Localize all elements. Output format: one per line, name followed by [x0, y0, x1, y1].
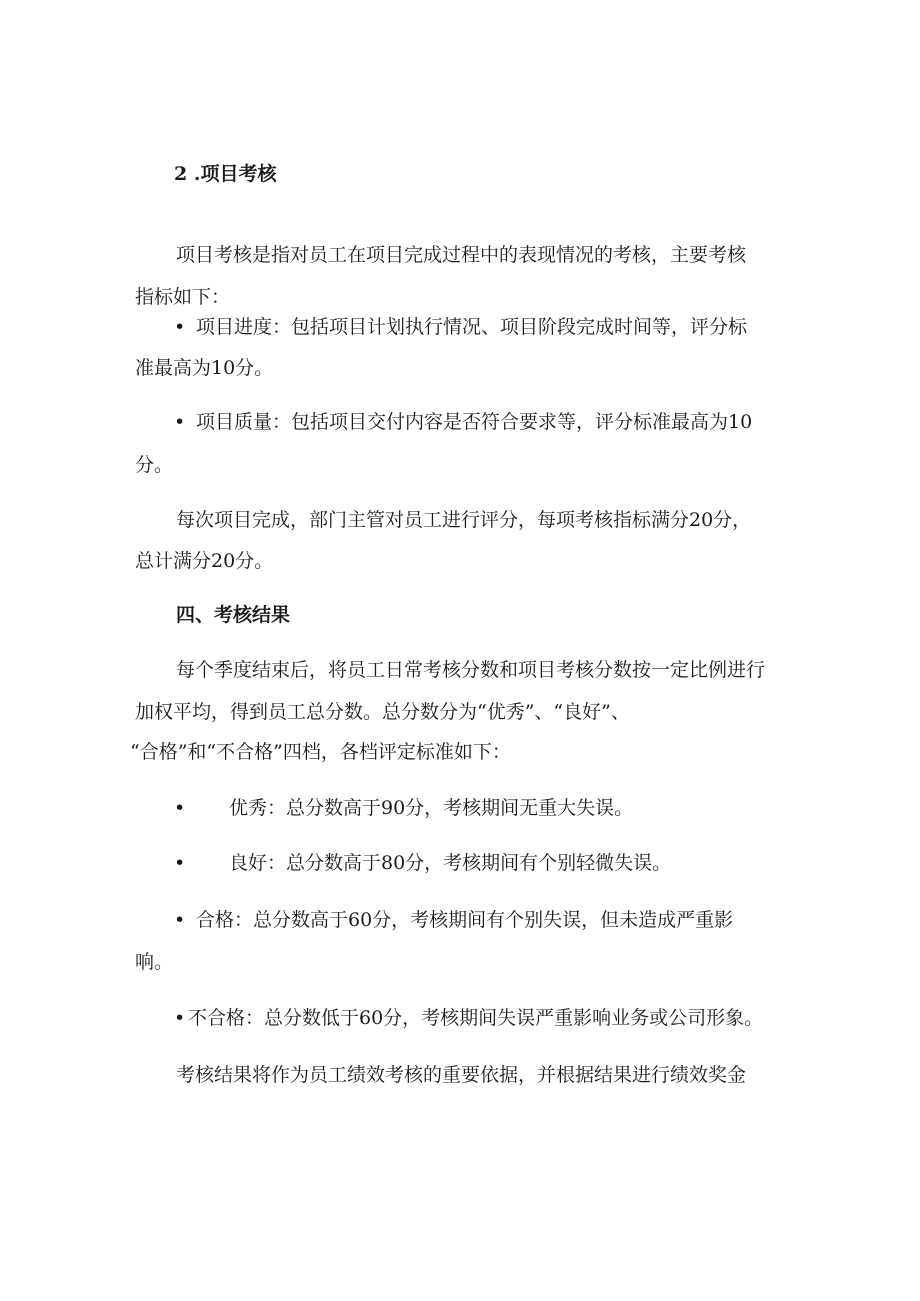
bullet-quality-line-2: 分。: [135, 454, 174, 476]
section-heading-project-assessment: 2 .项目考核: [174, 163, 277, 185]
bullet-pass-line-1: 合格：总分数高于60分，考核期间有个别失误，但未造成严重影: [196, 909, 734, 931]
bullet-marker: •: [174, 909, 186, 931]
bullet-progress-line-2: 准最高为10分。: [135, 357, 274, 379]
paragraph-project-intro-line-1: 项目考核是指对员工在项目完成过程中的表现情况的考核，主要考核: [176, 244, 747, 266]
bullet-marker: •: [174, 797, 186, 819]
bullet-excellent: 优秀：总分数高于90分，考核期间无重大失误。: [229, 797, 634, 819]
paragraph-project-intro-line-2: 指标如下：: [135, 286, 231, 308]
bullet-marker: •: [174, 1007, 186, 1029]
bullet-marker: •: [174, 316, 186, 338]
paragraph-scoring-line-1: 每次项目完成，部门主管对员工进行评分，每项考核指标满分20分，: [176, 509, 752, 531]
paragraph-scoring-line-2: 总计满分20分。: [135, 550, 274, 572]
section-heading-results: 四、考核结果: [176, 604, 291, 626]
paragraph-results-line-3: “合格”和“不合格”四档，各档评定标准如下：: [130, 741, 511, 763]
bullet-marker: •: [174, 411, 186, 433]
bullet-fail: 不合格：总分数低于60分，考核期间失误严重影响业务或公司形象。: [188, 1007, 764, 1029]
bullet-marker: •: [174, 852, 186, 874]
bullet-pass-line-2: 响。: [135, 951, 174, 973]
paragraph-results-line-2: 加权平均，得到员工总分数。总分数分为“优秀”、“良好”、: [135, 701, 630, 723]
bullet-good: 良好：总分数高于80分，考核期间有个别轻微失误。: [229, 852, 672, 874]
bullet-quality-line-1: 项目质量：包括项目交付内容是否符合要求等，评分标准最高为10: [196, 411, 753, 433]
paragraph-conclusion-line-1: 考核结果将作为员工绩效考核的重要依据，并根据结果进行绩效奖金: [176, 1064, 747, 1086]
bullet-progress-line-1: 项目进度：包括项目计划执行情况、项目阶段完成时间等，评分标: [196, 316, 748, 338]
paragraph-results-line-1: 每个季度结束后，将员工日常考核分数和项目考核分数按一定比例进行: [176, 659, 766, 681]
